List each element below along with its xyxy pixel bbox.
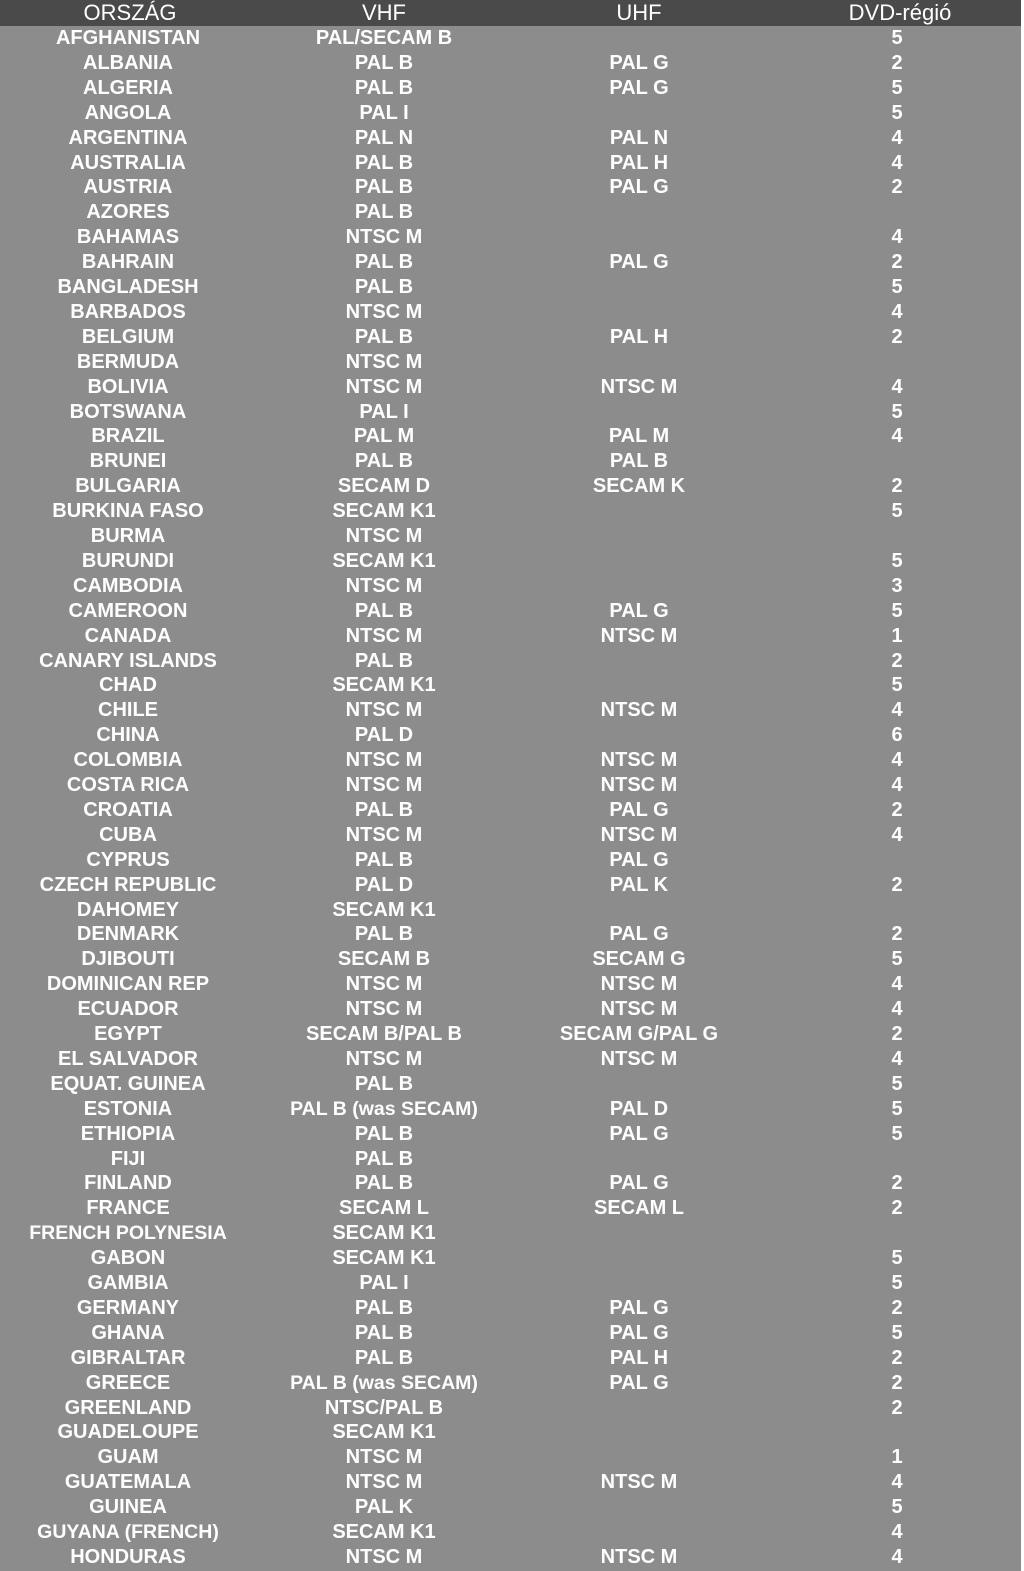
header-uhf: UHF (616, 0, 662, 25)
cell-country: CANADA (84, 624, 172, 647)
cell-dvd-region: 5 (891, 27, 903, 49)
cell-country: FIJI (110, 1147, 146, 1170)
cell-country: GERMANY (76, 1296, 180, 1319)
cell-country: ALBANIA (83, 51, 173, 74)
cell-country: EGYPT (94, 1023, 162, 1045)
cell-country: GUATEMALA (64, 1471, 192, 1494)
cell-uhf: NTSC M (600, 823, 678, 846)
cell-vhf: PAL I (359, 400, 409, 423)
cell-dvd-region: 4 (891, 425, 903, 448)
cell-vhf: NTSC/PAL B (324, 1396, 444, 1419)
cell-country: BURMA (90, 525, 166, 547)
cell-uhf: SECAM L (594, 1197, 684, 1220)
cell-country: GABON (90, 1247, 166, 1270)
cell-dvd-region: 5 (891, 1272, 903, 1294)
cell-vhf: PAL B (354, 276, 414, 298)
cell-uhf: PAL G (609, 1371, 669, 1394)
cell-vhf: PAL B (354, 450, 414, 473)
cell-dvd-region: 5 (891, 76, 903, 99)
cell-uhf: NTSC M (600, 1047, 678, 1070)
cell-dvd-region: 5 (891, 101, 903, 124)
header-vhf: VHF (362, 0, 406, 25)
cell-uhf: NTSC M (600, 1545, 678, 1568)
cell-country: CHAD (99, 674, 157, 697)
cell-uhf: PAL G (609, 798, 669, 821)
cell-vhf: NTSC M (345, 699, 423, 722)
header-dvd-region: DVD-régió (848, 0, 952, 25)
cell-country: DAHOMEY (76, 898, 180, 921)
cell-country: GREECE (85, 1371, 171, 1394)
cell-uhf: NTSC M (600, 973, 678, 996)
cell-vhf: NTSC M (345, 1047, 423, 1070)
cell-dvd-region: 2 (891, 1371, 903, 1394)
cell-vhf: NTSC M (345, 375, 423, 398)
cell-vhf: PAL B (354, 151, 414, 174)
cell-vhf: PAL M (353, 425, 415, 448)
cell-country: BANGLADESH (57, 276, 199, 298)
cell-vhf: PAL I (359, 101, 409, 124)
cell-vhf: NTSC M (345, 998, 423, 1021)
cell-dvd-region: 2 (891, 475, 903, 498)
cell-vhf: PAL D (354, 724, 414, 747)
cell-country: COLOMBIA (73, 749, 183, 772)
cell-country: BAHRAIN (81, 251, 175, 274)
cell-vhf: PAL B (354, 1346, 414, 1369)
cell-country: ECUADOR (77, 998, 179, 1021)
cell-vhf: PAL B (354, 251, 414, 274)
cell-uhf: PAL H (609, 151, 669, 174)
cell-uhf: PAL H (609, 325, 669, 348)
cell-dvd-region: 5 (891, 1097, 903, 1120)
cell-country: ARGENTINA (68, 126, 188, 149)
cell-country: AUSTRALIA (70, 151, 186, 174)
cell-vhf: PAL B (354, 51, 414, 74)
cell-vhf: SECAM K1 (332, 1521, 436, 1543)
cell-country: CROATIA (83, 798, 173, 821)
cell-uhf: PAL N (609, 126, 669, 149)
cell-country: EQUAT. GUINEA (50, 1072, 206, 1095)
cell-country: CHINA (96, 724, 160, 747)
cell-dvd-region: 5 (891, 1247, 903, 1270)
cell-uhf: PAL G (609, 599, 669, 622)
cell-vhf: PAL B (354, 1321, 414, 1344)
cell-dvd-region: 4 (891, 1047, 903, 1070)
cell-dvd-region: 2 (891, 649, 903, 672)
cell-country: AFGHANISTAN (55, 27, 201, 49)
cell-country: CUBA (99, 823, 157, 846)
cell-uhf: SECAM G/PAL G (559, 1023, 719, 1045)
cell-dvd-region: 4 (891, 375, 903, 398)
cell-dvd-region: 4 (891, 699, 903, 722)
cell-vhf: PAL B (354, 76, 414, 99)
cell-dvd-region: 3 (891, 574, 903, 597)
cell-vhf: SECAM K1 (332, 500, 436, 523)
cell-country: DJIBOUTI (81, 948, 175, 971)
cell-dvd-region: 2 (891, 176, 903, 199)
cell-country: ETHIOPIA (80, 1122, 176, 1145)
cell-vhf: NTSC M (345, 624, 423, 647)
cell-country: CAMBODIA (73, 574, 183, 597)
cell-vhf: SECAM K1 (332, 1421, 436, 1444)
cell-dvd-region: 1 (891, 1446, 903, 1469)
cell-vhf: SECAM K1 (332, 1222, 436, 1245)
cell-vhf: PAL I (359, 1272, 409, 1294)
cell-dvd-region: 5 (891, 599, 903, 622)
cell-vhf: PAL N (354, 126, 414, 149)
cell-dvd-region: 1 (891, 624, 903, 647)
cell-country: ALGERIA (83, 76, 173, 99)
cell-vhf: PAL D (354, 873, 414, 896)
cell-dvd-region: 4 (891, 226, 903, 249)
cell-country: GUAM (97, 1446, 159, 1469)
cell-uhf: PAL M (608, 425, 670, 448)
cell-dvd-region: 2 (891, 325, 903, 348)
cell-country: DENMARK (76, 923, 180, 946)
cell-dvd-region: 4 (891, 774, 903, 796)
cell-uhf: PAL H (609, 1346, 669, 1369)
cell-uhf: PAL G (609, 923, 669, 946)
cell-dvd-region: 5 (891, 400, 903, 423)
cell-country: FRANCE (86, 1197, 170, 1220)
cell-vhf: PAL B (354, 201, 414, 224)
cell-uhf: NTSC M (600, 774, 678, 796)
cell-vhf: NTSC M (345, 1471, 423, 1494)
cell-vhf: PAL B (354, 1296, 414, 1319)
cell-uhf: NTSC M (600, 699, 678, 722)
cell-dvd-region: 4 (891, 998, 903, 1021)
cell-country: CYPRUS (86, 848, 170, 871)
cell-country: DOMINICAN REP (46, 973, 210, 996)
cell-uhf: NTSC M (600, 1471, 678, 1494)
cell-country: FINLAND (84, 1172, 172, 1195)
cell-uhf: PAL G (609, 1122, 669, 1145)
cell-country: FRENCH POLYNESIA (29, 1222, 227, 1245)
cell-country: GIBRALTAR (70, 1346, 186, 1369)
cell-country: CANARY ISLANDS (39, 649, 217, 672)
cell-dvd-region: 5 (891, 276, 903, 298)
cell-country: CHILE (98, 699, 158, 722)
cell-dvd-region: 4 (891, 126, 903, 149)
cell-country: BERMUDA (76, 350, 180, 373)
cell-country: BELGIUM (81, 325, 175, 348)
cell-country: GREENLAND (64, 1396, 192, 1419)
cell-country: BURUNDI (81, 549, 175, 572)
cell-country: BURKINA FASO (52, 500, 204, 523)
cell-dvd-region: 2 (891, 873, 903, 896)
cell-vhf: NTSC M (345, 749, 423, 772)
cell-vhf: NTSC M (345, 574, 423, 597)
cell-vhf: PAL K (354, 1496, 414, 1519)
cell-vhf: PAL B (354, 1147, 414, 1170)
cell-country: BAHAMAS (76, 226, 180, 249)
cell-country: BRUNEI (89, 450, 167, 473)
cell-country: CAMEROON (68, 599, 188, 622)
cell-country: HONDURAS (70, 1545, 186, 1568)
cell-country: COSTA RICA (66, 774, 190, 796)
cell-dvd-region: 4 (891, 300, 903, 323)
cell-vhf: PAL B (354, 923, 414, 946)
cell-uhf: PAL D (609, 1097, 669, 1120)
cell-vhf: PAL B (354, 599, 414, 622)
cell-dvd-region: 2 (891, 1023, 903, 1045)
cell-vhf: PAL/SECAM B (315, 27, 453, 49)
cell-vhf: NTSC M (345, 525, 423, 547)
cell-dvd-region: 5 (891, 948, 903, 971)
cell-country: BRAZIL (91, 425, 165, 448)
cell-dvd-region: 5 (891, 1122, 903, 1145)
cell-dvd-region: 4 (891, 973, 903, 996)
cell-dvd-region: 5 (891, 1496, 903, 1519)
cell-dvd-region: 2 (891, 251, 903, 274)
cell-uhf: PAL G (609, 251, 669, 274)
cell-vhf: SECAM L (339, 1197, 429, 1220)
cell-dvd-region: 4 (891, 1471, 903, 1494)
cell-uhf: SECAM G (592, 948, 686, 971)
cell-country: BULGARIA (75, 475, 181, 498)
cell-vhf: NTSC M (345, 350, 423, 373)
cell-vhf: SECAM K1 (332, 674, 436, 697)
cell-uhf: PAL K (609, 873, 669, 896)
cell-dvd-region: 5 (891, 549, 903, 572)
cell-country: ESTONIA (83, 1097, 173, 1120)
cell-uhf: PAL G (609, 1321, 669, 1344)
cell-uhf: SECAM K (592, 475, 686, 498)
cell-dvd-region: 2 (891, 1296, 903, 1319)
cell-vhf: SECAM K1 (332, 898, 436, 921)
cell-country: GUADELOUPE (57, 1421, 199, 1444)
cell-country: BOLIVIA (87, 375, 169, 398)
cell-vhf: PAL B (was SECAM) (290, 1371, 478, 1394)
cell-country: AUSTRIA (83, 176, 173, 199)
cell-uhf: PAL G (609, 51, 669, 74)
header-country: ORSZÁG (83, 0, 177, 25)
cell-vhf: PAL B (354, 325, 414, 348)
cell-vhf: SECAM D (337, 475, 431, 498)
cell-uhf: NTSC M (600, 998, 678, 1021)
cell-dvd-region: 4 (891, 823, 903, 846)
cell-dvd-region: 2 (891, 1396, 903, 1419)
cell-dvd-region: 2 (891, 798, 903, 821)
cell-dvd-region: 2 (891, 923, 903, 946)
cell-uhf: NTSC M (600, 375, 678, 398)
cell-vhf: PAL B (354, 176, 414, 199)
cell-country: GUYANA (FRENCH) (37, 1521, 219, 1543)
cell-vhf: PAL B (354, 848, 414, 871)
cell-uhf: PAL G (609, 848, 669, 871)
cell-country: BARBADOS (70, 300, 186, 323)
cell-dvd-region: 4 (891, 1521, 903, 1543)
cell-dvd-region: 2 (891, 51, 903, 74)
cell-country: AZORES (86, 201, 170, 224)
cell-country: GUINEA (89, 1496, 167, 1519)
cell-vhf: PAL B (354, 1122, 414, 1145)
cell-vhf: SECAM K1 (332, 1247, 436, 1270)
cell-dvd-region: 6 (891, 724, 903, 747)
cell-vhf: SECAM B/PAL B (306, 1023, 462, 1045)
cell-country: EL SALVADOR (57, 1047, 198, 1070)
cell-vhf: NTSC M (345, 823, 423, 846)
cell-vhf: SECAM K1 (332, 549, 436, 572)
cell-vhf: PAL B (354, 798, 414, 821)
cell-vhf: PAL B (354, 1172, 414, 1195)
cell-uhf: NTSC M (600, 749, 678, 772)
cell-uhf: NTSC M (600, 624, 678, 647)
cell-country: GHANA (91, 1321, 165, 1344)
cell-dvd-region: 5 (891, 674, 903, 697)
cell-dvd-region: 5 (891, 1321, 903, 1344)
cell-dvd-region: 4 (891, 749, 903, 772)
cell-dvd-region: 5 (891, 500, 903, 523)
cell-uhf: PAL G (609, 76, 669, 99)
cell-vhf: NTSC M (345, 226, 423, 249)
cell-country: CZECH REPUBLIC (39, 873, 217, 896)
cell-country: GAMBIA (87, 1272, 169, 1294)
cell-uhf: PAL G (609, 1296, 669, 1319)
cell-dvd-region: 2 (891, 1172, 903, 1195)
cell-dvd-region: 4 (891, 1545, 903, 1568)
cell-country: ANGOLA (84, 101, 172, 124)
cell-vhf: PAL B (354, 1072, 414, 1095)
cell-vhf: NTSC M (345, 973, 423, 996)
cell-dvd-region: 2 (891, 1197, 903, 1220)
table-header (0, 0, 1021, 26)
cell-vhf: PAL B (354, 649, 414, 672)
cell-uhf: PAL G (609, 176, 669, 199)
cell-vhf: PAL B (was SECAM) (290, 1097, 478, 1120)
cell-uhf: PAL G (609, 1172, 669, 1195)
cell-vhf: SECAM B (337, 948, 431, 971)
cell-vhf: NTSC M (345, 1446, 423, 1469)
cell-country: BOTSWANA (69, 400, 187, 423)
cell-vhf: NTSC M (345, 774, 423, 796)
cell-vhf: NTSC M (345, 300, 423, 323)
cell-vhf: NTSC M (345, 1545, 423, 1568)
cell-dvd-region: 4 (891, 151, 903, 174)
cell-uhf: PAL B (609, 450, 669, 473)
cell-dvd-region: 5 (891, 1072, 903, 1095)
cell-dvd-region: 2 (891, 1346, 903, 1369)
